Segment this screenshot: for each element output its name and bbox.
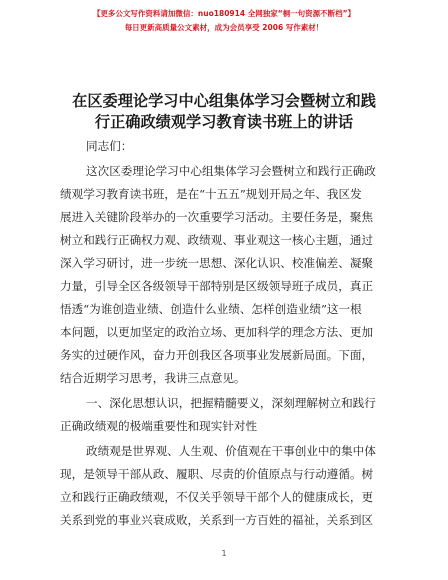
body-line: 力量，引导全区各级领导干部特别是区级领导班子成员，真正 bbox=[60, 279, 374, 293]
document-title-line-1: 在区委理论学习中心组集体学习会暨树立和践 bbox=[72, 92, 376, 110]
body-line: 现，是领导干部从政、履职、尽责的价值原点与行动遵循。树 bbox=[60, 467, 374, 481]
body-line: 绩观学习教育读书班，是在“十五五”规划开局之年、我区发 bbox=[60, 187, 362, 201]
body-line: 关系到党的事业兴衰成败，关系到一方百姓的福祉，关系到区 bbox=[60, 513, 374, 527]
body-line: 本问题，以更加坚定的政治立场、更加科学的理念方法、更加 bbox=[60, 325, 374, 339]
body-line: 务实的过硬作风，奋力开创我区各项事业发展新局面。下面， bbox=[60, 348, 374, 362]
body-line: 展进入关键阶段举办的一次重要学习活动。主要任务是，聚焦 bbox=[60, 210, 374, 224]
body-line: 立和践行正确政绩观，不仅关乎领导干部个人的健康成长，更 bbox=[60, 490, 374, 504]
document-title-line-2: 行正确政绩观学习教育读书班上的讲话 bbox=[94, 113, 354, 131]
body-line: 树立和践行正确权力观、政绩观、事业观这一核心主题，通过 bbox=[60, 233, 374, 247]
promo-banner-line-1: 【更多公文写作资料请加微信：nuo180914 全网独家“桐一句资源不断档”】 bbox=[92, 9, 356, 18]
body-line: 结合近期学习思考，我讲三点意见。 bbox=[60, 371, 246, 385]
section-heading-line: 正确政绩观的极端重要性和现实针对性 bbox=[60, 419, 258, 433]
promo-banner-line-2: 每日更新高质量公文素材，成为会员享受 2006 写作素材！ bbox=[124, 23, 324, 32]
page-number: 1 bbox=[221, 549, 227, 558]
body-line: 深入学习研讨，进一步统一思想、深化认识、校准偏差、凝聚 bbox=[60, 256, 374, 270]
section-heading-line: 一、深化思想认识，把握精髓要义，深刻理解树立和践行 bbox=[86, 396, 376, 410]
body-line: 政绩观是世界观、人生观、价值观在干事创业中的集中体 bbox=[86, 444, 376, 458]
body-line: 这次区委理论学习中心组集体学习会暨树立和践行正确政 bbox=[86, 164, 376, 178]
body-line: 悟透“为谁创造业绩、创造什么业绩、怎样创造业绩”这一根 bbox=[60, 302, 362, 316]
greeting: 同志们： bbox=[86, 139, 133, 153]
